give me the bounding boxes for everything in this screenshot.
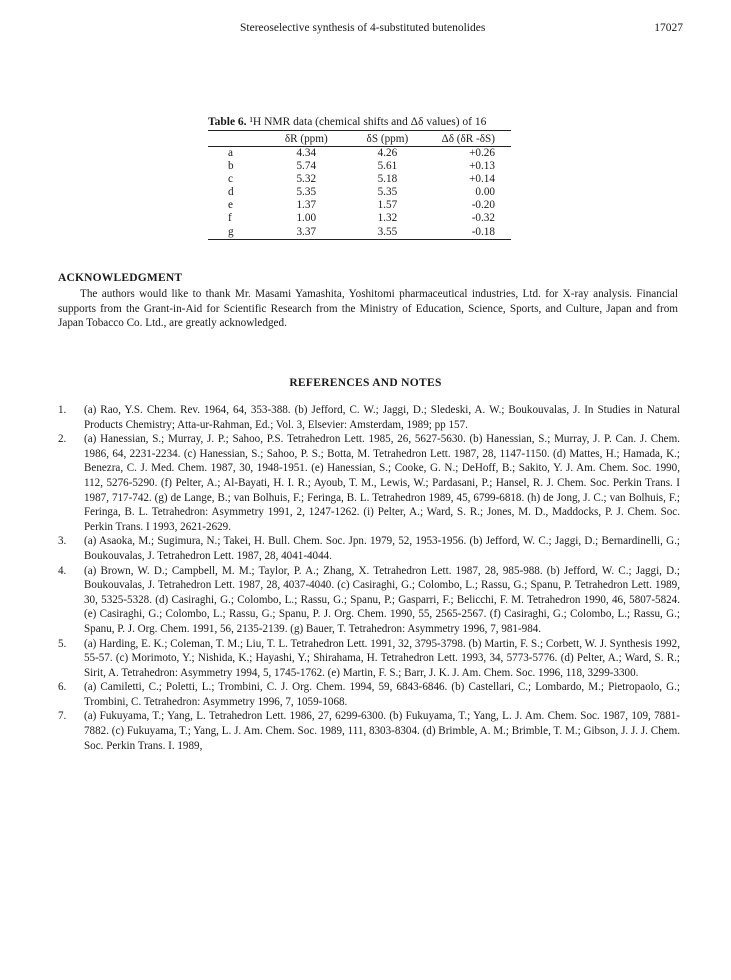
table-row — [208, 186, 511, 199]
table-row — [208, 226, 511, 240]
reference-item — [58, 637, 680, 681]
table-row — [208, 173, 511, 186]
table-row — [208, 147, 511, 161]
table-header-row — [208, 131, 511, 147]
table-caption — [208, 116, 511, 128]
column-header-delta-r: δR (ppm) — [266, 131, 347, 147]
running-header — [0, 22, 731, 38]
nmr-data-table — [208, 130, 511, 240]
reference-text: (a) Brown, W. D.; Campbell, M. M.; Taylor, P. A.; Zhang, X. Tetrahedron Lett. 1987, 28, 985-988. (b) Jefford, W. C.; Jaggi, D.; Boukouvalas, J. Tetrahedron Lett. 1987, 28, 4037-4040. (c) Casiraghi, G.; Colombo, L.; Rassu, G.; Spanu, P. Tetrahedron Lett. 1989, 30, 5325-5328. (d) Casiraghi, G.; Colombo, L.; Rassu, G.; Spanu, P.; Gasparri, F.; Belicchi, F. M. Tetrahedron 1990, 46, 5807-5824. (e) Casiraghi, G.; Colombo, L.; Rassu, G.; Spanu, P. J. Org. Chem. 1990, 55, 2565-2567. (f) Casiraghi, G.; Colombo, L.; Rassu, G.; Spanu, P. J. Org. Chem. 1991, 56, 2135-2139. (g) Bauer, T. Tetrahedron: Asymmetry 1996, 7, 981-984. — [84, 564, 680, 635]
cell-delta-s: 5.18 — [377, 173, 398, 186]
cell-delta-delta: +0.13 — [469, 160, 495, 173]
row-label: d — [228, 186, 234, 199]
references-list — [58, 403, 680, 753]
row-label: a — [228, 147, 233, 159]
cell-delta-delta: -0.20 — [471, 199, 495, 212]
cell-delta-r: 4.34 — [296, 147, 317, 159]
cell-delta-r: 5.35 — [296, 186, 317, 199]
references-heading: REFERENCES AND NOTES — [289, 377, 442, 389]
reference-number: 6. — [58, 681, 67, 694]
row-label: g — [208, 226, 266, 240]
reference-item — [58, 564, 680, 637]
table-caption-label: Table 6. — [208, 116, 247, 128]
reference-number: 5. — [58, 637, 67, 650]
reference-text: (a) Hanessian, S.; Murray, J. P.; Sahoo, P.S. Tetrahedron Lett. 1985, 26, 5627-5630. (b) Hanessian, S.; Murray, J. P. Can. J. Chem. 1986, 64, 2231-2234. (c) Hanessian, S.; Sahoo, P. S.; Botta, M. Tetrahedron Lett. 1987, 28, 1147-1150. (d) Mattes, H.; Hamada, K.; Benezra, C. J. Med. Chem. 1987, 30, 1948-1951. (e) Hanessian, S.; Cooke, G. N.; DeHoff, B.; Sakito, Y. J. Am. Chem. Soc. 1990, 112, 5276-5290. (f) Pelter, A.; Al-Bayati, H. I. R.; Ayoub, T. M., Lewis, W.; Pardasani, P.; Hansel, R. J. Chem. Soc. Perkin Trans. I 1987, 717-742. (g) de Lange, B.; van Bolhuis, F.; Feringa, B. L. Tetrahedron 1989, 45, 6799-6818. (h) de Jong, J. C.; van Bolhuis, F.; Feringa, B. L. Tetrahedron: Asymmetry 1991, 2, 1247-1262. (i) Pelter, A.; Ward, S. R.; Jones, M. D., Maddocks, P. J. Chem. Soc. Perkin Trans. I 1993, 2621-2629. — [84, 433, 680, 533]
reference-number: 7. — [58, 710, 67, 723]
reference-item — [58, 403, 680, 432]
cell-delta-r: 3.37 — [266, 226, 347, 240]
cell-delta-delta: +0.14 — [469, 173, 495, 186]
reference-number: 3. — [58, 535, 67, 548]
running-title: Stereoselective synthesis of 4-substituted butenolides — [240, 22, 486, 34]
column-header-delta-s: δS (ppm) — [347, 131, 428, 147]
reference-item — [58, 534, 680, 563]
reference-text: (a) Fukuyama, T.; Yang, L. Tetrahedron Lett. 1986, 27, 6299-6300. (b) Fukuyama, T.; Yang, L. J. Am. Chem. Soc. 1987, 109, 7881-7882. (c) Fukuyama, T.; Yang, L. J. Am. Chem. Soc. 1989, 111, 8303-8304. (d) Brimble, A. M.; Brimble, T. M.; Gibson, J. J. J. Chem. Soc. Perkin Trans. I. 1989, — [84, 710, 680, 752]
cell-delta-r: 1.37 — [296, 199, 317, 212]
cell-delta-s: 4.26 — [377, 147, 398, 159]
reference-text: (a) Rao, Y.S. Chem. Rev. 1964, 64, 353-388. (b) Jefford, C. W.; Jaggi, D.; Sledeski, A. W.; Boukouvalas, J. In Studies in Natural Products Chemistry; Atta-ur-Rahman, Ed.; Vol. 3, Elsevier: Amsterdam, 1989; pp 157. — [84, 404, 680, 431]
cell-delta-delta: -0.18 — [428, 226, 511, 240]
cell-delta-s: 5.35 — [377, 186, 398, 199]
reference-number: 4. — [58, 564, 67, 577]
cell-delta-s: 5.61 — [377, 160, 398, 173]
nmr-table-block — [208, 116, 511, 240]
reference-text: (a) Harding, E. K.; Coleman, T. M.; Liu, T. L. Tetrahedron Lett. 1991, 32, 3795-3798. (b) Martin, F. S.; Corbett, W. J. Synthesis 1992, 55-57. (c) Morimoto, Y.; Nishida, K.; Hayashi, Y.; Shirahama, H. Tetrahedron Lett. 1993, 34, 5773-5776. (d) Pelter, A.; Ward, S. R.; Sirit, A. Tetrahedron: Asymmetry 1994, 5, 1745-1762. (e) Martin, F. S.; Barr, J. K. J. Am. Chem. Soc. 1996, 118, 3299-3300. — [84, 637, 680, 679]
row-label: e — [228, 199, 233, 212]
cell-delta-s: 1.32 — [377, 212, 398, 225]
cell-delta-delta: 0.00 — [475, 186, 495, 199]
cell-delta-r: 5.32 — [296, 173, 317, 186]
column-header-label — [208, 131, 266, 147]
cell-delta-s: 3.55 — [347, 226, 428, 240]
reference-item — [58, 680, 680, 709]
row-label: f — [228, 212, 232, 225]
page-number: 17027 — [654, 22, 683, 34]
table-row — [208, 160, 511, 173]
acknowledgment-heading: ACKNOWLEDGMENT — [58, 272, 183, 284]
cell-delta-delta: -0.32 — [471, 212, 495, 225]
cell-delta-s: 1.57 — [377, 199, 398, 212]
column-header-delta-delta: Δδ (δR -δS) — [428, 131, 511, 147]
row-label: c — [228, 173, 233, 186]
reference-item — [58, 709, 680, 753]
cell-delta-delta: +0.26 — [469, 147, 495, 159]
cell-delta-r: 5.74 — [296, 160, 317, 173]
reference-text: (a) Camiletti, C.; Poletti, L.; Trombini, C. J. Org. Chem. 1994, 59, 6843-6846. (b) Castellari, C.; Lombardo, M.; Pietropaolo, G.; Trombini, C. Tetrahedron: Asymmetry 1996, 7, 1059-1068. — [84, 681, 680, 708]
reference-text: (a) Asaoka, M.; Sugimura, N.; Takei, H. Bull. Chem. Soc. Jpn. 1979, 52, 1953-1956. (b) Jefford, W. C.; Jaggi, D.; Bernardinelli, G.; Boukouvalas, J. Tetrahedron Lett. 1987, 28, 4041-4044. — [84, 535, 680, 562]
row-label: b — [228, 160, 234, 173]
table-caption-text: ¹H NMR data (chemical shifts and Δδ values) of 16 — [246, 116, 487, 128]
reference-number: 2. — [58, 433, 67, 446]
reference-item — [58, 432, 680, 534]
reference-number: 1. — [58, 404, 67, 416]
acknowledgment-body: The authors would like to thank Mr. Masami Yamashita, Yoshitomi pharmaceutical industries, Ltd. for X-ray analysis. Financial supports from the Grant-in-Aid for Scientific Research from the Ministry of Education, Science, Sports, and Culture, Japan and from Japan Tobacco Co. Ltd., are greatly acknowledged. — [58, 288, 678, 330]
table-row — [208, 212, 511, 225]
cell-delta-r: 1.00 — [296, 212, 317, 225]
table-row — [208, 199, 511, 212]
